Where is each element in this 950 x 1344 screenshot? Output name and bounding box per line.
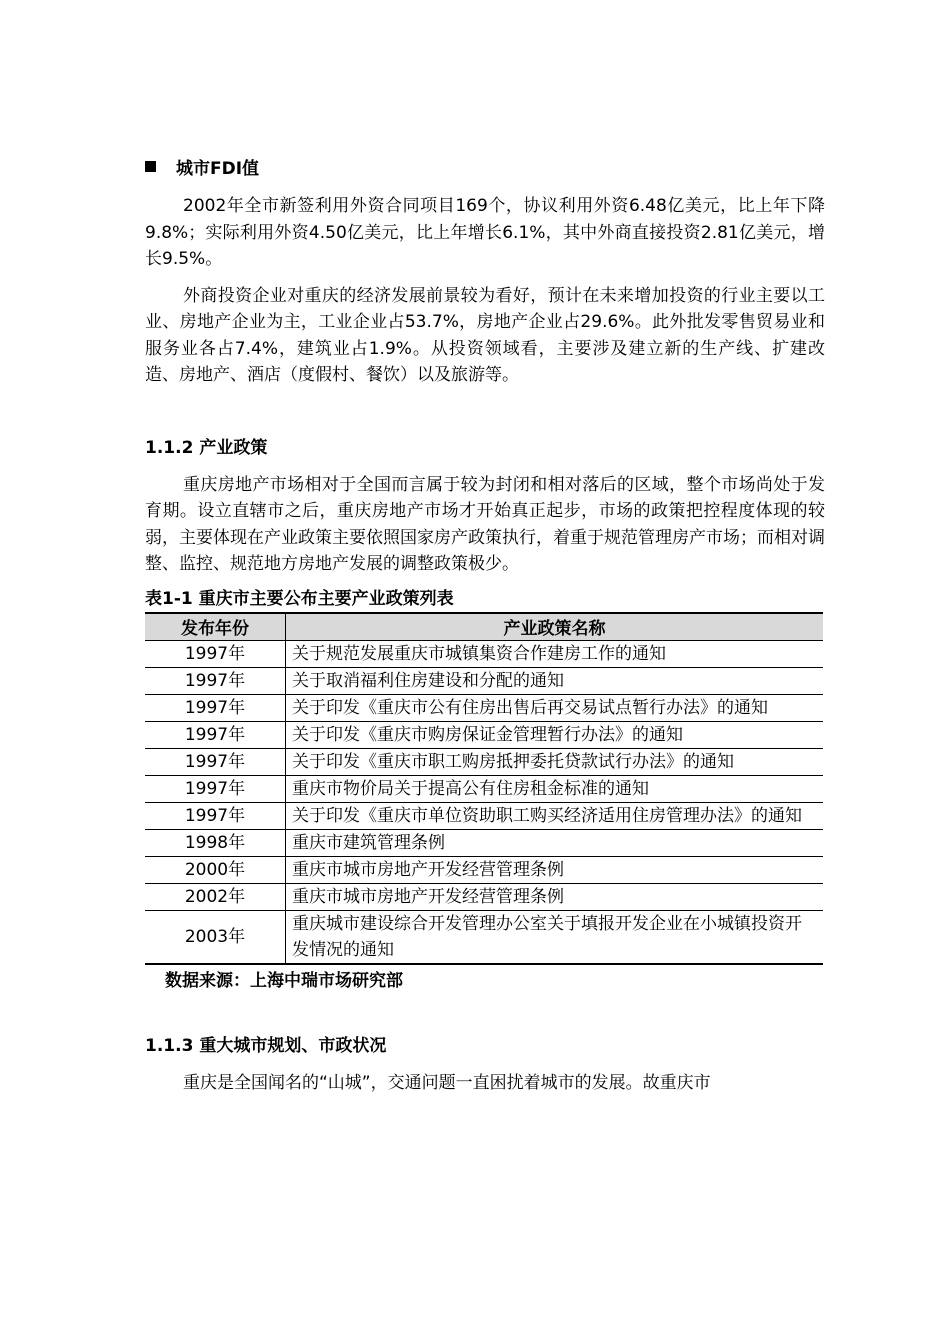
row-year: 2002年	[145, 883, 286, 910]
row-year: 1997年	[145, 802, 286, 829]
row-policy-name: 重庆市建筑管理条例	[286, 829, 824, 856]
table-row	[145, 748, 823, 775]
row-policy-name: 重庆城市建设综合开发管理办公室关于填报开发企业在小城镇投资开发情况的通知	[286, 910, 824, 964]
table-row	[145, 721, 823, 748]
fdi-heading-text: 城市FDI值	[176, 159, 260, 179]
row-policy-name: 重庆市物价局关于提高公有住房租金标准的通知	[286, 775, 824, 802]
row-policy-name: 关于印发《重庆市购房保证金管理暂行办法》的通知	[286, 721, 824, 748]
row-year: 2000年	[145, 856, 286, 883]
table-row	[145, 802, 823, 829]
table-body	[145, 640, 823, 964]
document-body	[145, 150, 825, 1106]
row-year: 1997年	[145, 640, 286, 667]
fdi-paragraph-2: 外商投资企业对重庆的经济发展前景较为看好，预计在未来增加投资的行业主要以工业、房地产企业为主，工业企业占53.7%，房地产企业占29.6%。此外批发零售贸易业和服务业各占7.4%，建筑业占1.9%。从投资领域看，主要涉及建立新的生产线、扩建改造、房地产、酒店（度假村、餐饮）以及旅游等。	[145, 285, 825, 385]
table-row	[145, 694, 823, 721]
table-row	[145, 667, 823, 694]
row-year: 2003年	[145, 910, 286, 964]
row-year: 1997年	[145, 721, 286, 748]
table-row	[145, 883, 823, 910]
header-year: 发布年份	[145, 613, 286, 641]
row-year: 1997年	[145, 667, 286, 694]
policy-heading: 1.1.2 产业政策	[145, 437, 268, 458]
table-row	[145, 775, 823, 802]
table-row	[145, 829, 823, 856]
data-source: 数据来源：上海中瑞市场研究部	[165, 970, 403, 991]
row-policy-name: 重庆市城市房地产开发经营管理条例	[286, 883, 824, 910]
fdi-paragraph-1: 2002年全市新签利用外资合同项目169个，协议利用外资6.48亿美元，比上年下降9.8%；实际利用外资4.50亿美元，比上年增长6.1%，其中外商直接投资2.81亿美元，增长9.5%。	[145, 196, 825, 269]
table-caption: 表1-1 重庆市主要公布主要产业政策列表	[145, 588, 454, 609]
bullet-square-icon	[145, 161, 156, 172]
row-policy-name: 关于印发《重庆市职工购房抵押委托贷款试行办法》的通知	[286, 748, 824, 775]
header-policy-name: 产业政策名称	[286, 613, 824, 641]
row-policy-name: 关于取消福利住房建设和分配的通知	[286, 667, 824, 694]
planning-paragraph: 重庆是全国闻名的“山城”，交通问题一直困扰着城市的发展。故重庆市	[183, 1072, 711, 1093]
table-row	[145, 640, 823, 667]
policy-table	[145, 612, 823, 965]
row-year: 1997年	[145, 775, 286, 802]
row-policy-name: 关于印发《重庆市公有住房出售后再交易试点暂行办法》的通知	[286, 694, 824, 721]
row-year: 1997年	[145, 748, 286, 775]
row-policy-name: 重庆市城市房地产开发经营管理条例	[286, 856, 824, 883]
table-header-row	[145, 613, 823, 641]
row-policy-name: 关于规范发展重庆市城镇集资合作建房工作的通知	[286, 640, 824, 667]
planning-heading: 1.1.3 重大城市规划、市政状况	[145, 1035, 387, 1056]
row-year: 1998年	[145, 829, 286, 856]
fdi-heading	[145, 154, 825, 179]
table-row	[145, 910, 823, 964]
row-year: 1997年	[145, 694, 286, 721]
row-policy-name: 关于印发《重庆市单位资助职工购买经济适用住房管理办法》的通知	[286, 802, 824, 829]
table-row	[145, 856, 823, 883]
policy-paragraph: 重庆房地产市场相对于全国而言属于较为封闭和相对落后的区域，整个市场尚处于发育期。设立直辖市之后，重庆房地产市场才开始真正起步，市场的政策把控程度体现的较弱，主要体现在产业政策主要依照国家房产政策执行，着重于规范管理房产市场；而相对调整、监控、规范地方房地产发展的调整政策极少。	[145, 474, 825, 574]
